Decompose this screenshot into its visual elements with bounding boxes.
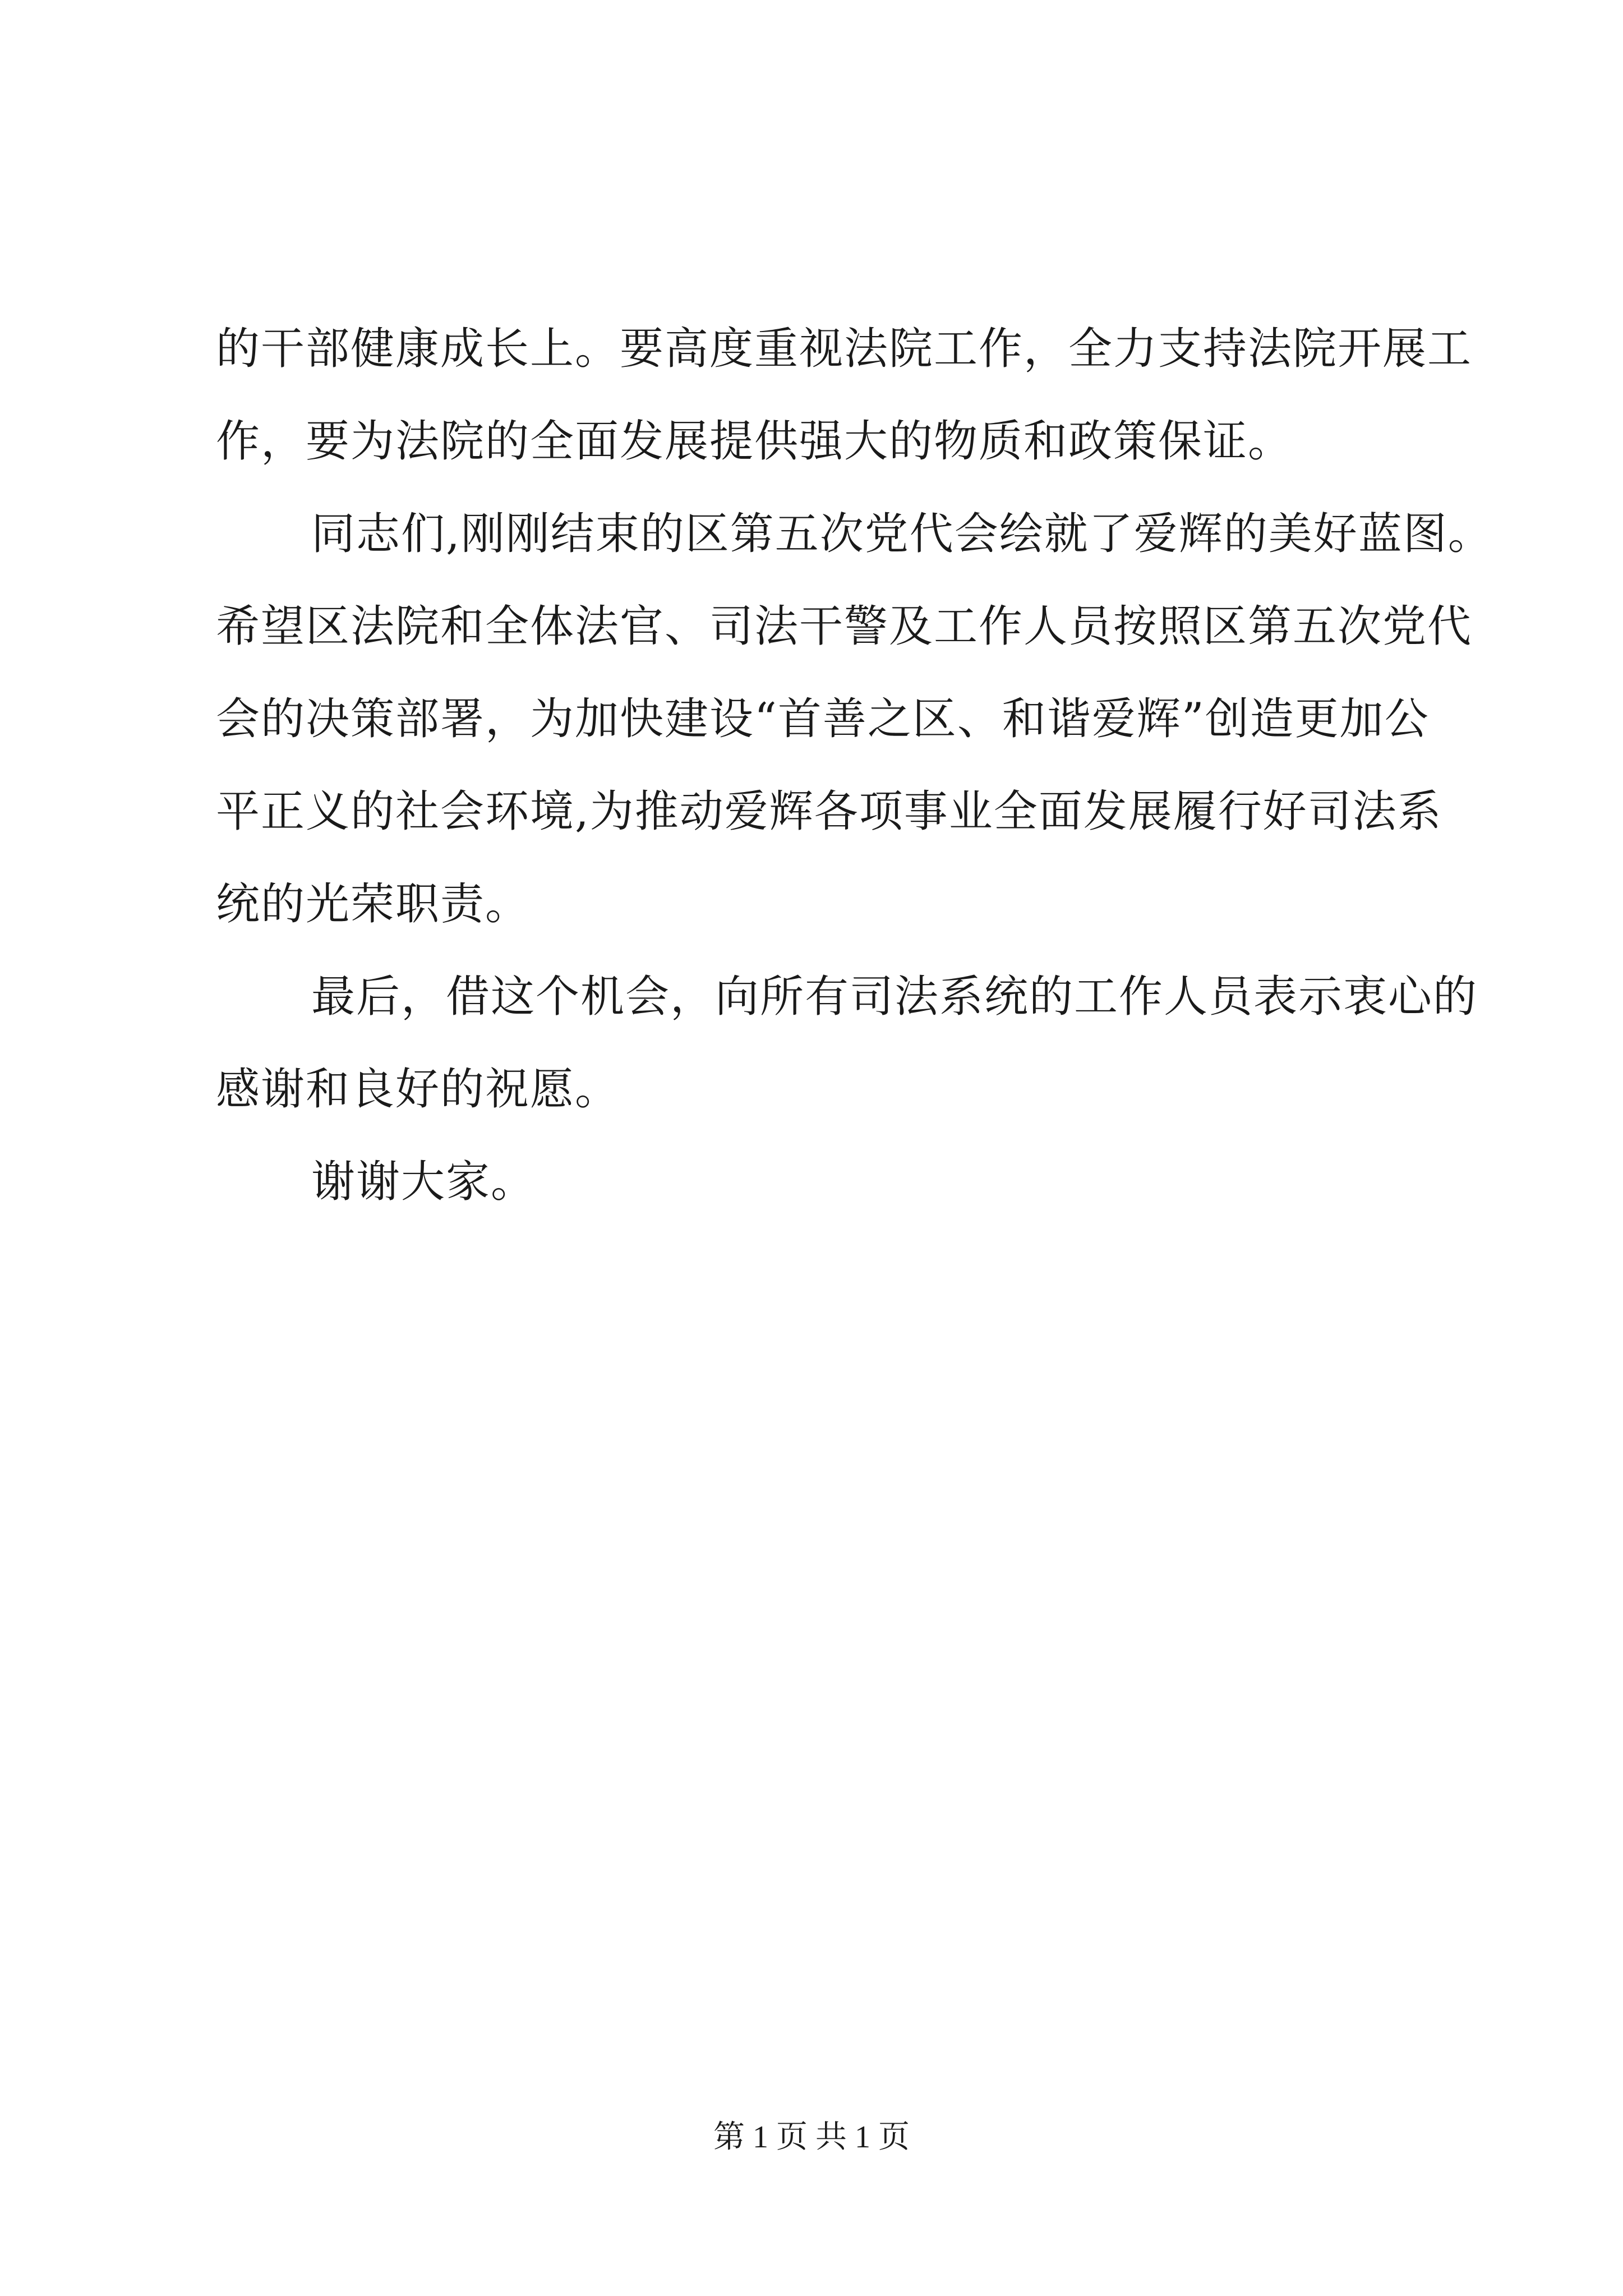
paragraph-line: 作，要为法院的全面发展提供强大的物质和政策保证。 <box>216 416 1293 467</box>
paragraph-line: 平正义的社会环境,为推动爱辉各项事业全面发展履行好司法系 <box>216 786 1442 837</box>
paragraph-line: 统的光荣职责。 <box>216 879 531 930</box>
page-footer <box>0 2115 1623 2160</box>
paragraph-line: 感谢和良好的祝愿。 <box>216 1064 620 1115</box>
document-body <box>216 303 1493 1228</box>
paragraph-line: 会的决策部署，为加快建设“首善之区、和谐爱辉”创造更加公 <box>216 694 1430 744</box>
paragraph-line: 的干部健康成长上。要高度重视法院工作，全力支持法院开展工 <box>216 324 1473 374</box>
paragraph-line: 谢谢大家。 <box>311 1157 536 1207</box>
paragraph-line: 希望区法院和全体法官、司法干警及工作人员按照区第五次党代 <box>216 601 1473 652</box>
page-number-label: 第 1 页 共 1 页 <box>713 2120 910 2155</box>
paragraph-line: 最后，借这个机会，向所有司法系统的工作人员表示衷心的 <box>311 972 1478 1022</box>
paragraph-line: 同志们,刚刚结束的区第五次党代会绘就了爱辉的美好蓝图。 <box>311 509 1493 559</box>
